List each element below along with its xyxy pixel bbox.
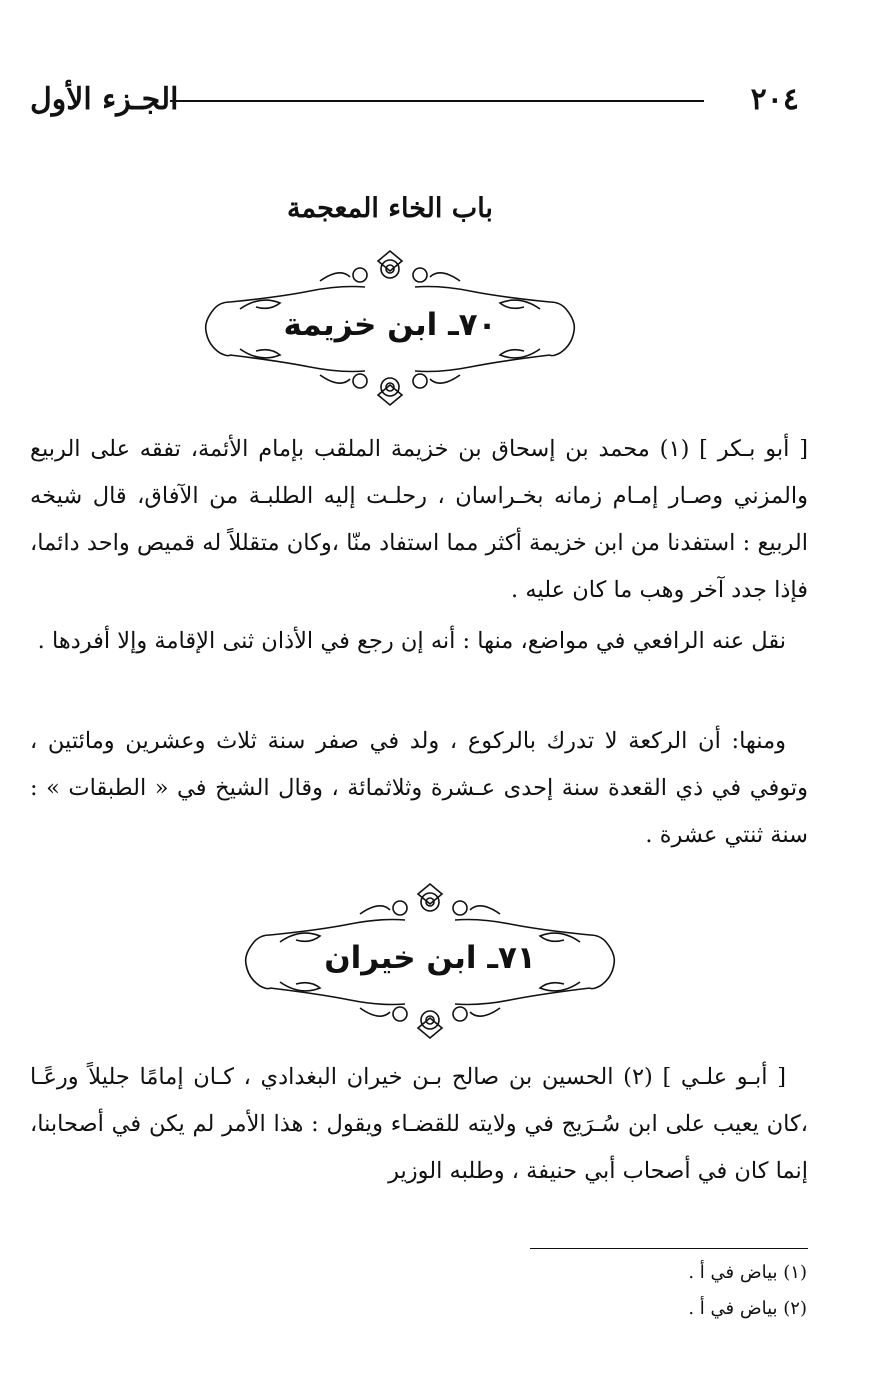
section-title: باب الخاء المعجمة — [287, 193, 493, 224]
ornamental-frame-entry-70 — [200, 247, 580, 409]
footnote-2: (٢) بياض في أ . — [688, 1298, 807, 1319]
entry-70-paragraph-1: [ أبو بـكر ] (١) محمد بن إسحاق بن خزيمة الملقب بإمام الأئمة، تفقه على الربيع والمزني وصـار إمـام زمانه بخـراسان ، رحلـت إليه الطلبـة من الآفاق، قال شيخه الربيع : استفدنا من ابن خزيمة أكثر مما استفاد منّا ،وكان متقللاً له قميص واحد دائما، فإذا جدد آخر وهب ما كان عليه . — [30, 436, 808, 603]
entry-70-paragraph-2: نقل عنه الرافعي في مواضع، منها : أنه إن رجع في الأذان ثنى الإقامة وإلا أفردها . — [37, 628, 786, 654]
entry-heading: ٧٠ـ ابن خزيمة — [283, 307, 497, 343]
running-head-part: الجـزء الأول — [30, 82, 179, 117]
footnote-rule — [530, 1248, 808, 1249]
page-header — [30, 80, 799, 124]
header-rule — [170, 100, 704, 102]
page-number: ٢٠٤ — [750, 82, 799, 117]
entry-heading: ٧١ـ ابن خيران — [324, 940, 536, 976]
entry-71-paragraph-1: [ أبـو علـي ] (٢) الحسين بن صالح بـن خيران البغدادي ، كـان إمامًا جليلاً ورعًـا ،كان يعيب على ابن سُـرَيج في ولايته للقضـاء ويقول : هذا الأمر لم يكن في أصحابنا، إنما كان في أصحاب أبي حنيفة ، وطلبه الوزير — [30, 1064, 808, 1184]
footnote-1: (١) بياض في أ . — [688, 1262, 807, 1283]
entry-70-paragraph-3: ومنها: أن الركعة لا تدرك بالركوع ، ولد في صفر سنة ثلاث وعشرين ومائتين ، وتوفي في ذي القعدة سنة إحدى عـشرة وثلاثمائة ، وقال الشيخ في « الطبقات » : سنة ثنتي عشرة . — [30, 728, 808, 848]
ornamental-frame-entry-71 — [240, 880, 620, 1042]
